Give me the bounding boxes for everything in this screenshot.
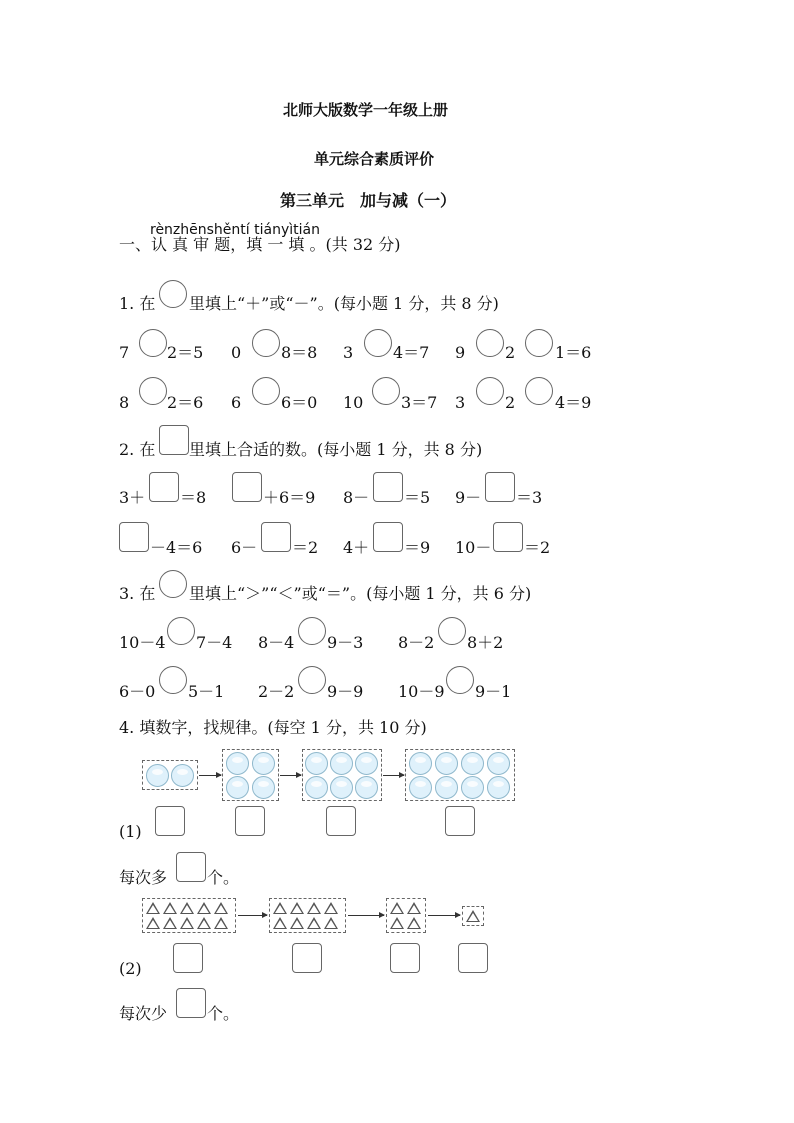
q1-row1-t5: 4＝7 [393, 343, 430, 362]
q3-row1-right-3: 8＋2 [467, 633, 504, 652]
q4-part1-answer-3[interactable] [326, 806, 356, 836]
q4-part1-each-suffix: 个。 [207, 868, 240, 887]
triangle-icon [390, 917, 404, 929]
ball-icon [409, 776, 432, 799]
ball-icon [461, 776, 484, 799]
ball-group-2 [222, 749, 279, 801]
ball-icon [226, 776, 249, 799]
q1-row1-circle-5[interactable] [525, 329, 553, 357]
q2-legend-box [159, 425, 189, 455]
q4-part1-answer-4[interactable] [445, 806, 475, 836]
triangle-icon [290, 917, 304, 929]
arrow-icon [280, 775, 301, 776]
q1-row1-circle-4[interactable] [476, 329, 504, 357]
triangle-icon [146, 902, 160, 914]
triangle-icon [197, 917, 211, 929]
q3-row1-right-2: 9－3 [327, 633, 364, 652]
triangle-icon [146, 917, 160, 929]
q3-row1-circle-1[interactable] [167, 617, 195, 645]
q2-row1-box-3[interactable] [373, 472, 403, 502]
triangle-icon [307, 917, 321, 929]
arrow-icon [238, 915, 267, 916]
q2-row1-t5: 9－ [455, 488, 482, 507]
arrow-icon [348, 915, 384, 916]
q2-row2-t6: ＝2 [524, 538, 551, 557]
triangle-icon [390, 902, 404, 914]
q2-row2-box-3[interactable] [373, 522, 403, 552]
section-title: 一、认 真 审 题，填 一 填 。(共 32 分) [119, 235, 401, 254]
q3-row2-right-3: 9－1 [475, 682, 512, 701]
q2-row2-t5: 10－ [455, 538, 492, 557]
ball-icon [355, 752, 378, 775]
q2-row2-t2: ＝2 [292, 538, 319, 557]
q1-prefix: 1. 在 [119, 294, 156, 313]
q1-row1-t3: 8＝8 [281, 343, 318, 362]
q1-row1-circle-2[interactable] [252, 329, 280, 357]
q1-row1-t8: 1＝6 [555, 343, 592, 362]
q4-part2-label: (2) [119, 959, 142, 978]
q2-row1-t2: ＋6＝9 [263, 488, 316, 507]
ball-group-3 [302, 749, 382, 801]
ball-icon [146, 764, 169, 787]
q1-row2-circle-2[interactable] [252, 377, 280, 405]
q1-instruction: 里填上“＋”或“－”。(每小题 1 分，共 8 分) [189, 294, 499, 313]
ball-group-1 [142, 760, 198, 790]
q2-row2-t3: 4＋ [343, 538, 370, 557]
q4-part2-diff-box[interactable] [176, 988, 206, 1018]
q2-row1-t3: 8－ [343, 488, 370, 507]
ball-icon [409, 752, 432, 775]
q3-row2-left-3: 10－9 [398, 682, 445, 701]
unit-title: 第三单元 加与减（一） [280, 191, 457, 210]
q2-row2-box-2[interactable] [261, 522, 291, 552]
triangle-group-2 [269, 898, 346, 933]
q1-row2-t1: 2＝6 [167, 393, 204, 412]
q4-part1-answer-2[interactable] [235, 806, 265, 836]
q2-row2-box-1[interactable] [119, 522, 149, 552]
triangle-icon [214, 917, 228, 929]
ball-icon [435, 752, 458, 775]
q1-row2-circle-3[interactable] [372, 377, 400, 405]
q3-instruction: 里填上“＞”“＜”或“＝”。(每小题 1 分，共 6 分) [189, 584, 532, 603]
ball-icon [305, 752, 328, 775]
triangle-group-3 [386, 898, 426, 933]
ball-icon [487, 752, 510, 775]
q4-part1-each-prefix: 每次多 [119, 868, 168, 887]
q4-title: 4. 填数字，找规律。(每空 1 分，共 10 分) [119, 718, 427, 737]
q1-row2-t4: 10 [343, 393, 364, 412]
triangle-icon [324, 902, 338, 914]
triangle-icon [180, 902, 194, 914]
q2-row1-t0: 3＋ [119, 488, 146, 507]
q1-row1-t1: 2＝5 [167, 343, 204, 362]
q2-row1-box-4[interactable] [485, 472, 515, 502]
q4-part1-label: (1) [119, 822, 142, 841]
q1-legend-circle [159, 280, 187, 308]
q2-row2-t0: －4＝6 [150, 538, 203, 557]
triangle-icon [324, 917, 338, 929]
section-pinyin: rènzhēnshěntí tiányìtián [150, 222, 320, 238]
triangle-group-4 [462, 906, 484, 926]
q3-row1-right-1: 7－4 [196, 633, 233, 652]
q1-row2-t2: 6 [231, 393, 242, 412]
triangle-icon [163, 902, 177, 914]
triangle-icon [214, 902, 228, 914]
q1-row1-t2: 0 [231, 343, 242, 362]
triangle-icon [180, 917, 194, 929]
ball-icon [461, 752, 484, 775]
q2-row1-t6: ＝3 [516, 488, 543, 507]
q1-row2-t5: 3＝7 [401, 393, 438, 412]
triangle-icon [163, 917, 177, 929]
q1-row2-circle-1[interactable] [139, 377, 167, 405]
q3-row2-left-1: 6－0 [119, 682, 156, 701]
triangle-icon [273, 902, 287, 914]
q3-row1-circle-2[interactable] [298, 617, 326, 645]
q1-row2-t7: 2 [505, 393, 516, 412]
ball-icon [330, 752, 353, 775]
q4-part2-answer-2[interactable] [292, 943, 322, 973]
q1-row1-circle-1[interactable] [139, 329, 167, 357]
q4-part2-each-suffix: 个。 [207, 1004, 240, 1023]
q4-part2-answer-1[interactable] [173, 943, 203, 973]
q1-row1-t0: 7 [119, 343, 130, 362]
q1-row2-circle-4[interactable] [476, 377, 504, 405]
q4-part1-answer-1[interactable] [155, 806, 185, 836]
q2-row2-box-4[interactable] [493, 522, 523, 552]
q1-row1-t7: 2 [505, 343, 516, 362]
q2-row1-box-2[interactable] [232, 472, 262, 502]
q1-row2-t6: 3 [455, 393, 466, 412]
q3-row2-right-2: 9－9 [327, 682, 364, 701]
triangle-icon [466, 910, 480, 922]
triangle-icon [273, 917, 287, 929]
q1-row1-circle-3[interactable] [364, 329, 392, 357]
ball-icon [171, 764, 194, 787]
q3-row1-left-2: 8－4 [258, 633, 295, 652]
ball-icon [252, 752, 275, 775]
q2-instruction: 里填上合适的数。(每小题 1 分，共 8 分) [189, 440, 483, 459]
q4-part2-each-prefix: 每次少 [119, 1004, 168, 1023]
q3-row2-circle-1[interactable] [159, 666, 187, 694]
q1-row1-t6: 9 [455, 343, 466, 362]
triangle-icon [307, 902, 321, 914]
q1-row1-t4: 3 [343, 343, 354, 362]
q4-part2-answer-3[interactable] [390, 943, 420, 973]
q3-row2-circle-2[interactable] [298, 666, 326, 694]
arrow-icon [428, 915, 460, 916]
q2-row1-box-1[interactable] [149, 472, 179, 502]
ball-icon [355, 776, 378, 799]
q1-row2-t3: 6＝0 [281, 393, 318, 412]
triangle-icon [407, 917, 421, 929]
q3-row1-left-3: 8－2 [398, 633, 435, 652]
q1-row2-t0: 8 [119, 393, 130, 412]
ball-icon [226, 752, 249, 775]
triangle-group-1 [142, 898, 236, 933]
ball-icon [330, 776, 353, 799]
q2-prefix: 2. 在 [119, 440, 156, 459]
q4-part2-answer-4[interactable] [458, 943, 488, 973]
q3-row2-left-2: 2－2 [258, 682, 295, 701]
q1-row2-t8: 4＝9 [555, 393, 592, 412]
q1-row2-circle-5[interactable] [525, 377, 553, 405]
q2-row1-t1: ＝8 [180, 488, 207, 507]
ball-icon [252, 776, 275, 799]
triangle-icon [407, 902, 421, 914]
q3-row1-circle-3[interactable] [438, 617, 466, 645]
arrow-icon [199, 775, 221, 776]
q3-prefix: 3. 在 [119, 584, 156, 603]
book-title: 北师大版数学一年级上册 [283, 101, 449, 119]
ball-icon [435, 776, 458, 799]
assessment-title: 单元综合素质评价 [314, 150, 435, 168]
triangle-icon [290, 902, 304, 914]
arrow-icon [383, 775, 404, 776]
ball-icon [305, 776, 328, 799]
ball-icon [487, 776, 510, 799]
q3-row2-right-1: 5－1 [188, 682, 225, 701]
q4-part1-diff-box[interactable] [176, 852, 206, 882]
q2-row2-t1: 6－ [231, 538, 258, 557]
q2-row2-t4: ＝9 [404, 538, 431, 557]
ball-group-4 [405, 749, 515, 801]
q3-row1-left-1: 10－4 [119, 633, 166, 652]
q2-row1-t4: ＝5 [404, 488, 431, 507]
triangle-icon [197, 902, 211, 914]
q3-row2-circle-3[interactable] [446, 666, 474, 694]
q3-legend-circle [159, 570, 187, 598]
